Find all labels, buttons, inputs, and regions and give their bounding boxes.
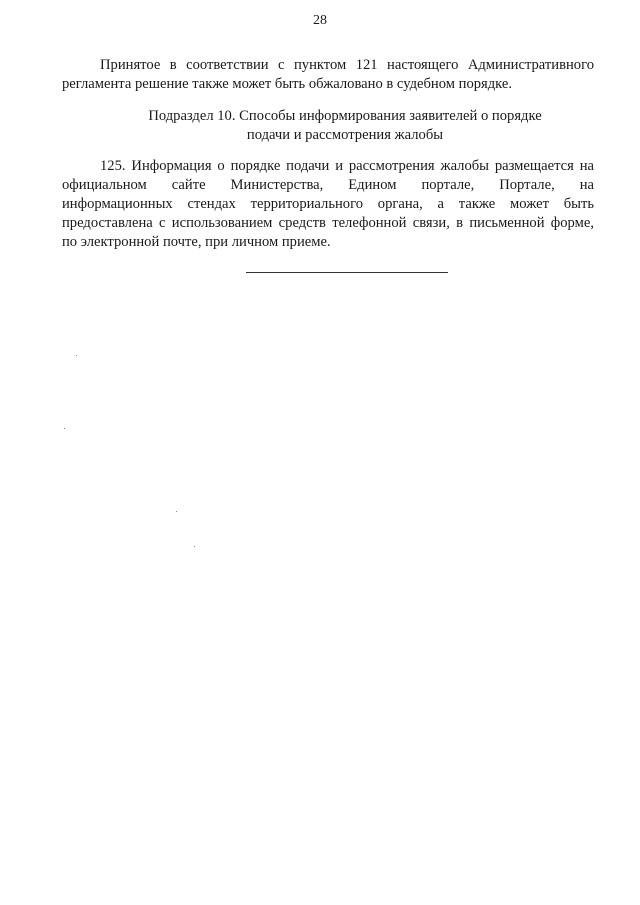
paragraph-line: предоставлена с использованием средств телефонной связи, в письменной форме, [62, 215, 594, 231]
heading-line: подачи и рассмотрения жалобы [246, 127, 444, 143]
paragraph-line: Принятое в соответствии с пунктом 121 настоящего Административного [100, 57, 594, 73]
scan-speck [76, 355, 77, 356]
scan-speck [176, 511, 177, 512]
paragraph-line: информационных стендах территориального органа, а также может быть [62, 196, 594, 212]
heading-line: Подраздел 10. Способы информирования заявителей о порядке [148, 108, 542, 124]
paragraph-line: 125. Информация о порядке подачи и рассмотрения жалобы размещается на [100, 158, 594, 174]
scan-speck [194, 546, 195, 547]
paragraph-appeal-in-court [62, 56, 594, 94]
paragraph-line: регламента решение также может быть обжаловано в судебном порядке. [62, 76, 513, 92]
scan-speck [64, 428, 65, 429]
page-number: 28 [313, 13, 327, 28]
paragraph-125 [62, 157, 594, 252]
paragraph-line: по электронной почте, при личном приеме. [62, 234, 331, 250]
end-of-text-rule [246, 272, 448, 273]
subsection-heading [100, 107, 590, 145]
paragraph-line: официальном сайте Министерства, Едином портале, Портале, на [62, 177, 594, 193]
